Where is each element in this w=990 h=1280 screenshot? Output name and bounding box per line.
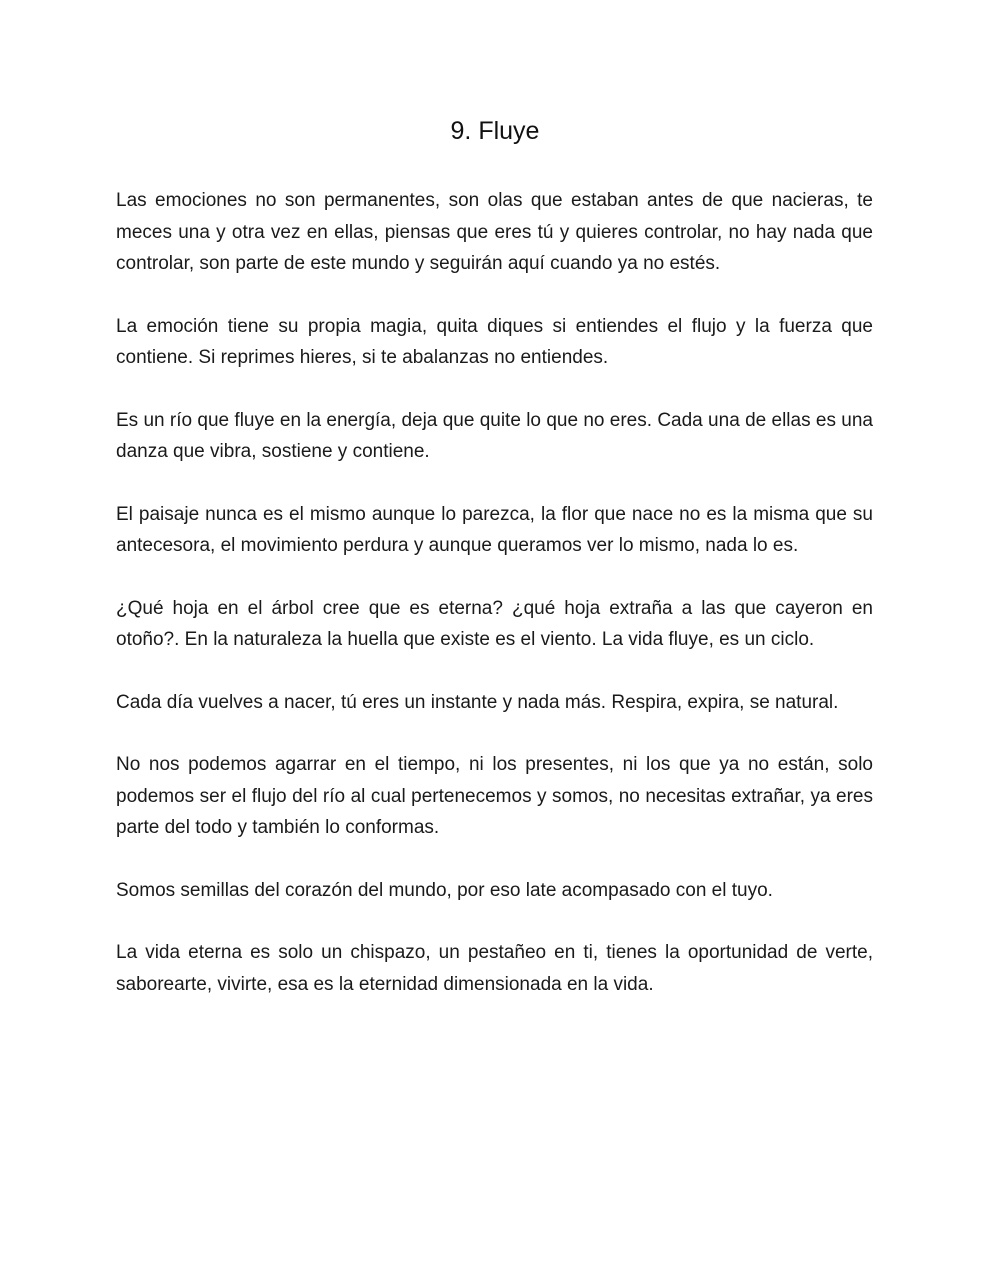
paragraph-8: Somos semillas del corazón del mundo, por eso late acompasado con el tuyo. bbox=[116, 879, 773, 901]
paragraph-1: Las emociones no son permanentes, son olas que estaban antes de que nacieras, te meces una y otra vez en ellas, piensas que eres tú y quieres controlar, no hay nada que controlar, son parte de este mundo y seguirán aquí cuando ya no estés. bbox=[116, 190, 873, 274]
paragraph-3: Es un río que fluye en la energía, deja que quite lo que no eres. Cada una de ellas es una danza que vibra, sostiene y contiene. bbox=[116, 409, 873, 462]
document-body bbox=[116, 185, 873, 1031]
paragraph-4: El paisaje nunca es el mismo aunque lo parezca, la flor que nace no es la misma que su antecesora, el movimiento perdura y aunque queramos ver lo mismo, nada lo es. bbox=[116, 503, 873, 556]
paragraph-7: No nos podemos agarrar en el tiempo, ni los presentes, ni los que ya no están, solo podemos ser el flujo del río al cual pertenecemos y somos, no necesitas extrañar, ya eres parte del todo y también lo conformas. bbox=[116, 754, 873, 838]
page-title: 9. Fluye bbox=[450, 117, 540, 145]
paragraph-6: Cada día vuelves a nacer, tú eres un instante y nada más. Respira, expira, se natural. bbox=[116, 691, 839, 713]
paragraph-9: La vida eterna es solo un chispazo, un pestañeo en ti, tienes la oportunidad de verte, saborearte, vivirte, esa es la eternidad dimensionada en la vida. bbox=[116, 942, 873, 995]
paragraph-5: ¿Qué hoja en el árbol cree que es eterna? ¿qué hoja extraña a las que cayeron en otoño?. En la naturaleza la huella que existe es el viento. La vida fluye, es un ciclo. bbox=[116, 597, 873, 650]
paragraph-2: La emoción tiene su propia magia, quita diques si entiendes el flujo y la fuerza que contiene. Si reprimes hieres, si te abalanzas no entiendes. bbox=[116, 315, 873, 368]
